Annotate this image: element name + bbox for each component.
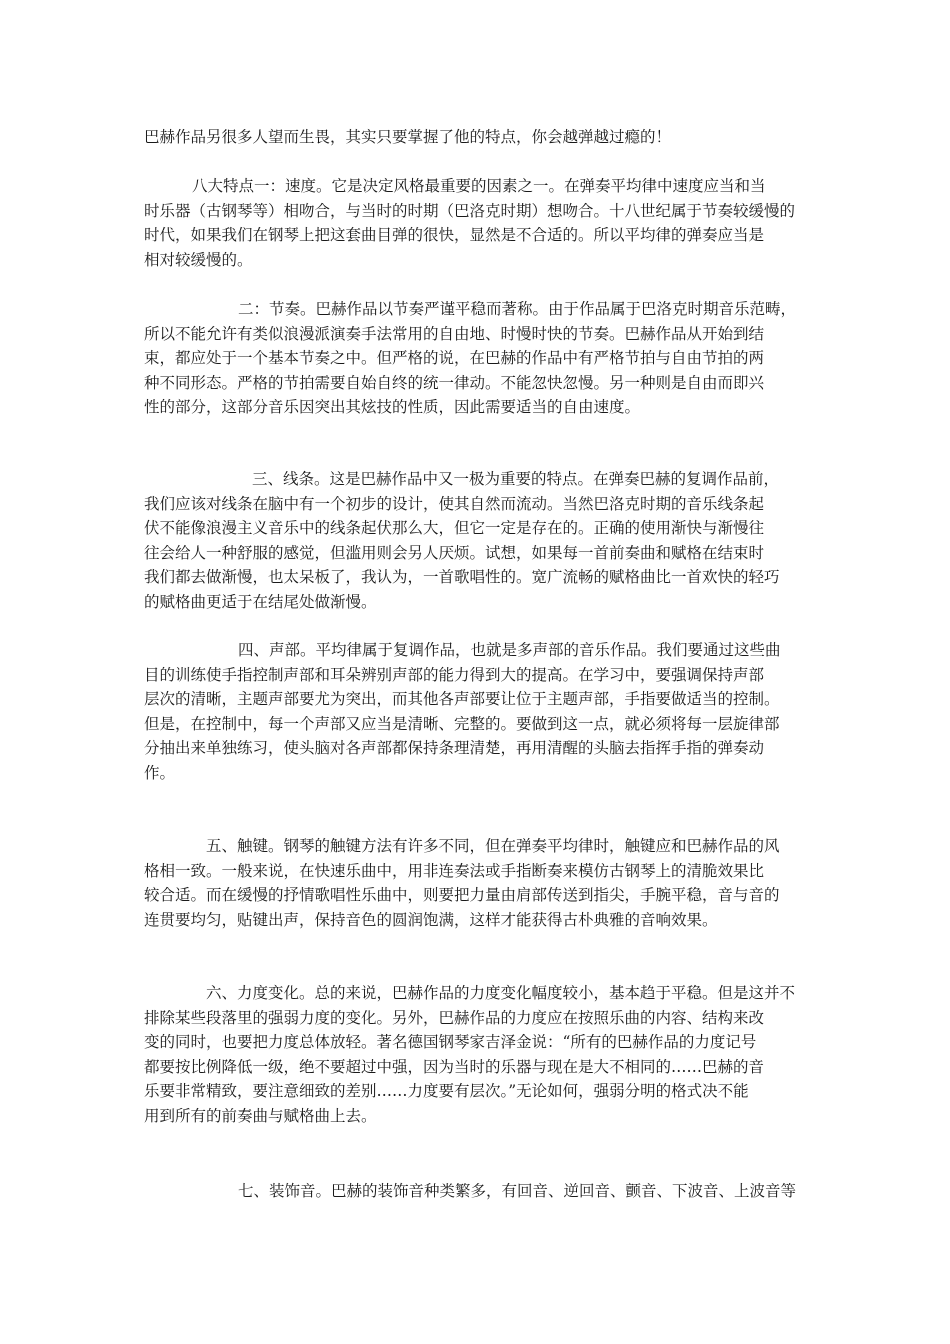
text-line: 时乐器（古钢琴等）相吻合，与当时的时期（巴洛克时期）想吻合。十八世纪属于节奏较缓慢的 (144, 201, 796, 220)
text-line: 五、触键。钢琴的触键方法有许多不同，但在弹奏平均律时，触键应和巴赫作品的风 (206, 837, 780, 855)
text-line: 所以不能允许有类似浪漫派演奏手法常用的自由地、时慢时快的节奏。巴赫作品从开始到结 (144, 324, 765, 343)
text-line: 的赋格曲更适于在结尾处做渐慢。 (144, 592, 377, 611)
text-line: 较合适。而在缓慢的抒情歌唱性乐曲中，则要把力量由肩部传送到指尖，手腕平稳，音与音的 (144, 886, 780, 905)
text-line: 往会给人一种舒服的感觉，但滥用则会另人厌烦。试想，如果每一首前奏曲和赋格在结束时 (144, 543, 765, 562)
text-line: 三、线条。这是巴赫作品中又一极为重要的特点。在弹奏巴赫的复调作品前， (252, 470, 780, 488)
text-line: 性的部分，这部分音乐因突出其炫技的性质，因此需要适当的自由速度。 (144, 398, 641, 417)
paragraph-line (144, 467, 810, 615)
text-line: 乐要非常精致，要注意细致的差别……力度要有层次。”无论如何，强弱分明的格式决不能 (144, 1082, 749, 1101)
text-line: 连贯要均匀，贴键出声，保持音色的圆润饱满，这样才能获得古朴典雅的音响效果。 (144, 910, 718, 929)
paragraph-rhythm (144, 297, 810, 420)
text-line: 变的同时，也要把力度总体放轻。著名德国钢琴家吉泽金说：“所有的巴赫作品的力度记号 (144, 1033, 757, 1052)
paragraph-intro (144, 125, 810, 150)
text-line: 作。 (144, 763, 176, 782)
text-line: 层次的清晰，主题声部要尤为突出，而其他各声部要让位于主题声部，手指要做适当的控制。 (144, 690, 780, 709)
text-line: 四、声部。平均律属于复调作品，也就是多声部的音乐作品。我们要通过这些曲 (238, 641, 781, 659)
paragraph-voices (144, 638, 810, 786)
text-line: 目的训练使手指控制声部和耳朵辨别声部的能力得到大的提高。在学习中，要强调保持声部 (144, 665, 765, 684)
text-line: 分抽出来单独练习，使头脑对各声部都保持条理清楚，再用清醒的头脑去指挥手指的弹奏动 (144, 739, 765, 758)
paragraph-touch (144, 834, 810, 932)
text-line: 格相一致。一般来说，在快速乐曲中，用非连奏法或手指断奏来模仿古钢琴上的清脆效果比 (144, 861, 765, 880)
text-line: 我们应该对线条在脑中有一个初步的设计，使其自然而流动。当然巴洛克时期的音乐线条起 (144, 494, 765, 513)
text-line: 二：节奏。巴赫作品以节奏严谨平稳而著称。由于作品属于巴洛克时期音乐范畴， (238, 300, 797, 318)
text-line: 我们都去做渐慢，也太呆板了，我认为，一首歌唱性的。宽广流畅的赋格曲比一首欢快的轻巧 (144, 568, 780, 587)
paragraph-tempo (144, 174, 810, 272)
text-line: 相对较缓慢的。 (144, 250, 253, 269)
text-line: 时代，如果我们在钢琴上把这套曲目弹的很快，显然是不合适的。所以平均律的弹奏应当是 (144, 226, 765, 245)
text-line: 束，都应处于一个基本节奏之中。但严格的说，在巴赫的作品中有严格节拍与自由节拍的两 (144, 349, 765, 368)
text-line: 种不同形态。严格的节拍需要自始自终的统一律动。不能忽快忽慢。另一种则是自由而即兴 (144, 373, 765, 392)
text-line: 八大特点一：速度。它是决定风格最重要的因素之一。在弹奏平均律中速度应当和当 (192, 177, 766, 195)
text-line: 但是，在控制中，每一个声部又应当是清晰、完整的。要做到这一点，就必须将每一层旋律部 (144, 714, 780, 733)
paragraph-ornaments (144, 1179, 810, 1204)
text-line: 排除某些段落里的强弱力度的变化。另外，巴赫作品的力度应在按照乐曲的内容、结构来改 (144, 1008, 765, 1027)
text-line: 巴赫作品另很多人望而生畏，其实只要掌握了他的特点，你会越弹越过瘾的！ (144, 128, 672, 146)
text-line: 六、力度变化。总的来说，巴赫作品的力度变化幅度较小，基本趋于平稳。但是这并不 (206, 984, 796, 1002)
text-line: 用到所有的前奏曲与赋格曲上去。 (144, 1106, 377, 1125)
text-line: 伏不能像浪漫主义音乐中的线条起伏那么大，但它一定是存在的。正确的使用渐快与渐慢往 (144, 519, 765, 538)
text-line: 七、装饰音。巴赫的装饰音种类繁多，有回音、逆回音、颤音、下波音、上波音等 (238, 1182, 797, 1200)
text-line: 都要按比例降低一级，绝不要超过中强，因为当时的乐器与现在是大不相同的……巴赫的音 (144, 1057, 765, 1076)
paragraph-dynamics (144, 981, 810, 1129)
